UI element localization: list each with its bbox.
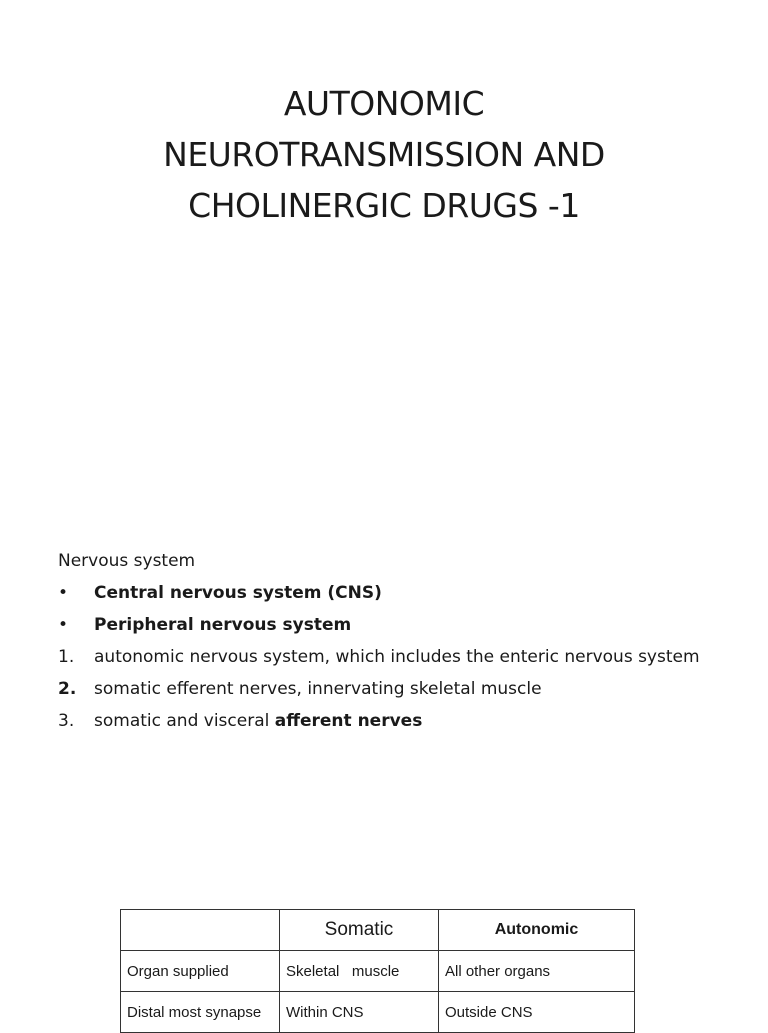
table-cell: Skeletal muscle [280, 951, 439, 992]
title-line-3: CHOLINERGIC DRUGS -1 [188, 186, 580, 225]
outline-heading: Nervous system [58, 551, 196, 571]
comparison-table [120, 909, 635, 1033]
bullet-marker: • [58, 615, 69, 635]
table-cell: All other organs [439, 951, 635, 992]
bullet-marker: • [58, 583, 69, 603]
table-row [121, 951, 635, 992]
title-line-1: AUTONOMIC [283, 84, 485, 123]
number-marker: 1. [58, 647, 75, 667]
table-header-somatic: Somatic [280, 910, 439, 951]
table-cell: Outside CNS [439, 992, 635, 1033]
numbered-item-afferent [58, 710, 738, 732]
bullet-item-pns [58, 614, 738, 636]
bullet-text: Central nervous system (CNS) [94, 583, 382, 603]
table-cell: Distal most synapse [121, 992, 280, 1033]
number-marker: 3. [58, 711, 75, 731]
numbered-text-bold: afferent nerves [274, 711, 423, 731]
table-header-autonomic: Autonomic [439, 910, 635, 951]
table-cell: Within CNS [280, 992, 439, 1033]
numbered-item-autonomic [58, 646, 738, 668]
numbered-text: somatic and visceral [94, 711, 275, 731]
table-row [121, 992, 635, 1033]
number-marker: 2. [58, 679, 77, 699]
bullet-item-cns [58, 582, 738, 604]
numbered-text: somatic efferent nerves, innervating skeletal muscle [94, 679, 542, 699]
numbered-item-somatic-efferent [58, 678, 738, 700]
table-cell: Organ supplied [121, 951, 280, 992]
table-header-cell [121, 910, 280, 951]
table-header-row [121, 910, 635, 951]
outline [58, 550, 738, 742]
bullet-text: Peripheral nervous system [94, 615, 352, 635]
slide-title [0, 78, 768, 231]
numbered-text: autonomic nervous system, which includes the enteric nervous system [94, 647, 700, 667]
title-line-2: NEUROTRANSMISSION AND [163, 135, 605, 174]
